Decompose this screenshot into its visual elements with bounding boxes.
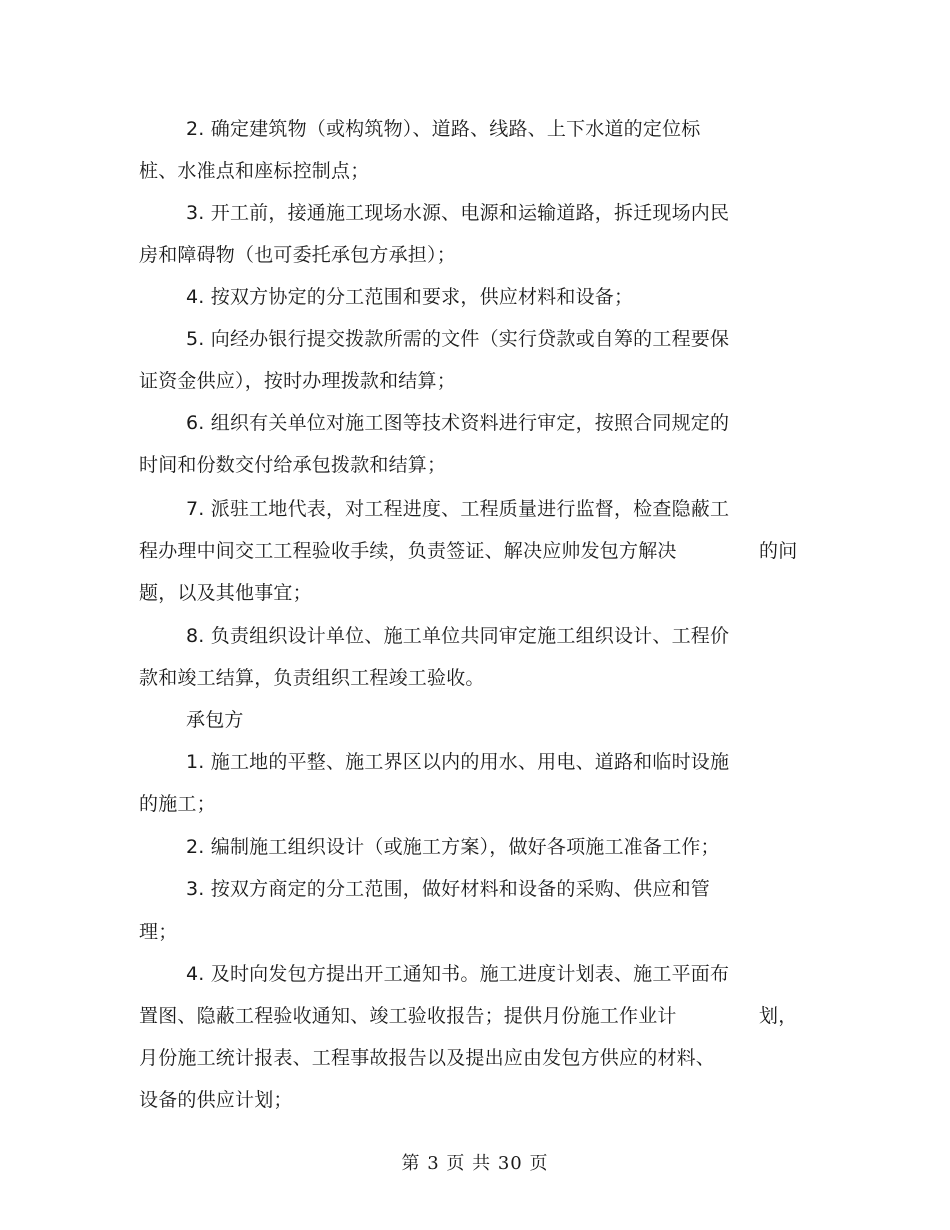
text-line: 的问 xyxy=(759,540,798,562)
text-line: 2. 编制施工组织设计（或施工方案），做好各项施工准备工作； xyxy=(186,836,720,858)
text-line: 的施工； xyxy=(139,793,216,815)
text-line: 5. 向经办银行提交拨款所需的文件（实行贷款或自筹的工程要保 xyxy=(186,328,730,350)
text-line: 时间和份数交付给承包拨款和结算； xyxy=(139,454,447,476)
text-line: 证资金供应），按时办理拨款和结算； xyxy=(139,370,456,392)
text-line: 划， xyxy=(759,1005,798,1027)
text-line: 4. 及时向发包方提出开工通知书。施工进度计划表、施工平面布 xyxy=(186,963,730,985)
text-line: 4. 按双方协定的分工范围和要求，供应材料和设备； xyxy=(186,286,634,308)
text-line: 房和障碍物（也可委托承包方承担）； xyxy=(139,244,456,266)
text-line: 程办理中间交工工程验收手续，负责签证、解决应帅发包方解决 xyxy=(139,540,677,562)
text-line: 款和竣工结算，负责组织工程竣工验收。 xyxy=(139,667,485,689)
text-line: 月份施工统计报表、工程事故报告以及提出应由发包方供应的材料、 xyxy=(139,1047,716,1069)
text-line: 7. 派驻工地代表，对工程进度、工程质量进行监督，检查隐蔽工 xyxy=(186,498,730,520)
text-line: 6. 组织有关单位对施工图等技术资料进行审定，按照合同规定的 xyxy=(186,412,730,434)
section-heading: 承包方 xyxy=(186,709,244,731)
text-line: 1. 施工地的平整、施工界区以内的用水、用电、道路和临时设施 xyxy=(186,751,730,773)
page-footer: 第 3 页 共 30 页 xyxy=(401,1153,549,1174)
text-line: 8. 负责组织设计单位、施工单位共同审定施工组织设计、工程价 xyxy=(186,625,730,647)
text-line: 桩、水准点和座标控制点； xyxy=(139,160,370,182)
text-line: 理； xyxy=(139,921,178,943)
text-line: 3. 按双方商定的分工范围，做好材料和设备的采购、供应和管 xyxy=(186,878,710,900)
text-line: 题，以及其他事宜； xyxy=(139,582,312,604)
text-line: 3. 开工前，接通施工现场水源、电源和运输道路，拆迁现场内民 xyxy=(186,202,730,224)
text-line: 置图、隐蔽工程验收通知、竣工验收报告；提供月份施工作业计 xyxy=(139,1005,677,1027)
text-line: 2. 确定建筑物（或构筑物）、道路、线路、上下水道的定位标 xyxy=(186,118,701,140)
text-line: 设备的供应计划； xyxy=(139,1089,293,1111)
